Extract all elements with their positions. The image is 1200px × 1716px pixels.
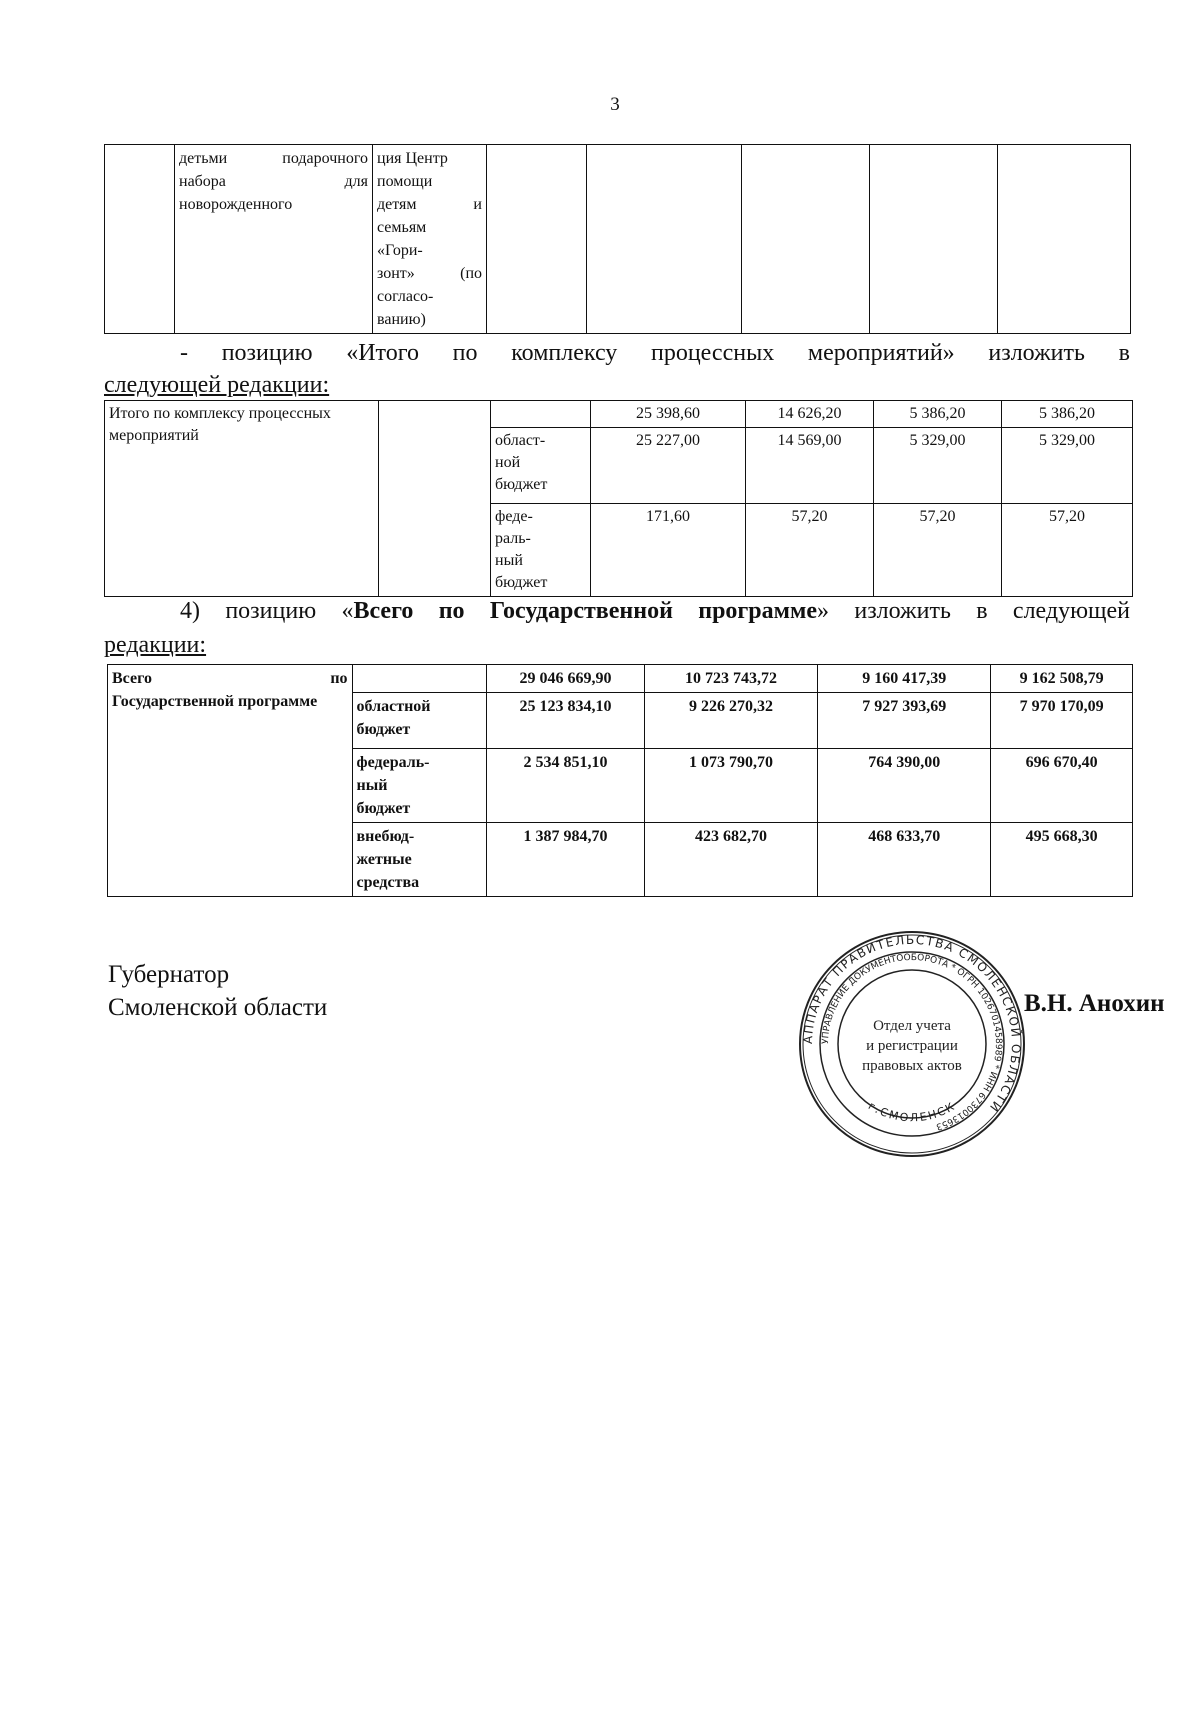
- table-cell-value: 468 633,70: [818, 823, 991, 897]
- table-cell-source: [491, 401, 591, 428]
- table-cell-value: 7 970 170,09: [991, 693, 1133, 749]
- table-cell-value: 10 723 743,72: [644, 665, 817, 693]
- table-cell-value: 764 390,00: [818, 749, 991, 823]
- table-cell-value: 29 046 669,90: [487, 665, 645, 693]
- stamp-center-line: правовых актов: [862, 1058, 962, 1074]
- table-cell-value: 5 386,20: [874, 401, 1002, 428]
- paragraph-line: следующей редакции:: [104, 372, 330, 398]
- table-cell-value: 25 398,60: [591, 401, 746, 428]
- table-cell-value: 57,20: [746, 504, 874, 597]
- official-stamp: [798, 930, 1026, 1158]
- table-row-label: Всего по Государственной программе: [108, 665, 353, 897]
- table-cell-value: 495 668,30: [991, 823, 1133, 897]
- table-cell-source: [352, 665, 486, 693]
- table-itogo: [104, 400, 1133, 597]
- table-cell-value: 171,60: [591, 504, 746, 597]
- table-cell-value: 7 927 393,69: [818, 693, 991, 749]
- table-cell-source: внебюд- жетные средства: [352, 823, 486, 897]
- table-cell-value: 9 226 270,32: [644, 693, 817, 749]
- stamp-inner-ring: УПРАВЛЕНИЕ ДОКУМЕНТООБОРОТА * ОГРН 1026701458989 * ИНН 6730013653: [820, 952, 1004, 1132]
- table-vsego: [107, 664, 1133, 897]
- paragraph-line: 4) позицию «Всего по Государственной программе» изложить в следующей: [180, 598, 1131, 624]
- table-cell: [379, 401, 491, 597]
- paragraph-line: редакции:: [104, 632, 207, 658]
- table-cell-value: 57,20: [1002, 504, 1133, 597]
- stamp-center-line: и регистрации: [866, 1038, 958, 1054]
- table-cell-value: 2 534 851,10: [487, 749, 645, 823]
- table-cell: [742, 145, 870, 334]
- table-cell-value: 14 569,00: [746, 428, 874, 504]
- signatory-name: В.Н. Анохин: [1024, 990, 1165, 1017]
- stamp-center-line: Отдел учета: [873, 1018, 951, 1034]
- page-number: 3: [610, 94, 620, 115]
- table-continuation: [104, 144, 1131, 334]
- table-row-label: Итого по комплексу процессных мероприятий: [105, 401, 379, 597]
- table-cell-source: областной бюджет: [352, 693, 486, 749]
- table-cell-executor: ция Центр помощи детям и семьям «Гори- зонт» (по согласо- ванию): [373, 145, 487, 334]
- stamp-outer-text: АППАРАТ ПРАВИТЕЛЬСТВА СМОЛЕНСКОЙ ОБЛАСТИ: [800, 932, 1024, 1116]
- table-cell: [870, 145, 998, 334]
- table-cell-value: 5 329,00: [1002, 428, 1133, 504]
- table-cell-source: област- ной бюджет: [491, 428, 591, 504]
- table-cell-event-name: детьми подарочного набора для новорожденного: [175, 145, 373, 334]
- table-cell-value: 25 227,00: [591, 428, 746, 504]
- stamp-city: г.СМОЛЕНСК: [865, 1099, 959, 1125]
- table-cell-source: федераль- ный бюджет: [352, 749, 486, 823]
- table-cell-value: 5 386,20: [1002, 401, 1133, 428]
- table-cell-value: 9 162 508,79: [991, 665, 1133, 693]
- table-cell: [487, 145, 587, 334]
- table-cell-value: 696 670,40: [991, 749, 1133, 823]
- table-cell-value: 57,20: [874, 504, 1002, 597]
- table-cell: [105, 145, 175, 334]
- table-cell-value: 9 160 417,39: [818, 665, 991, 693]
- signatory-title: Губернатор Смоленской области: [108, 961, 328, 1021]
- table-cell: [587, 145, 742, 334]
- table-cell-source: феде- раль- ный бюджет: [491, 504, 591, 597]
- table-cell-value: 423 682,70: [644, 823, 817, 897]
- table-cell-value: 14 626,20: [746, 401, 874, 428]
- table-cell: [998, 145, 1131, 334]
- table-cell-value: 1 073 790,70: [644, 749, 817, 823]
- table-cell-value: 25 123 834,10: [487, 693, 645, 749]
- table-cell-value: 1 387 984,70: [487, 823, 645, 897]
- paragraph-line: - позицию «Итого по комплексу процессных мероприятий» изложить в: [180, 340, 1130, 366]
- table-cell-value: 5 329,00: [874, 428, 1002, 504]
